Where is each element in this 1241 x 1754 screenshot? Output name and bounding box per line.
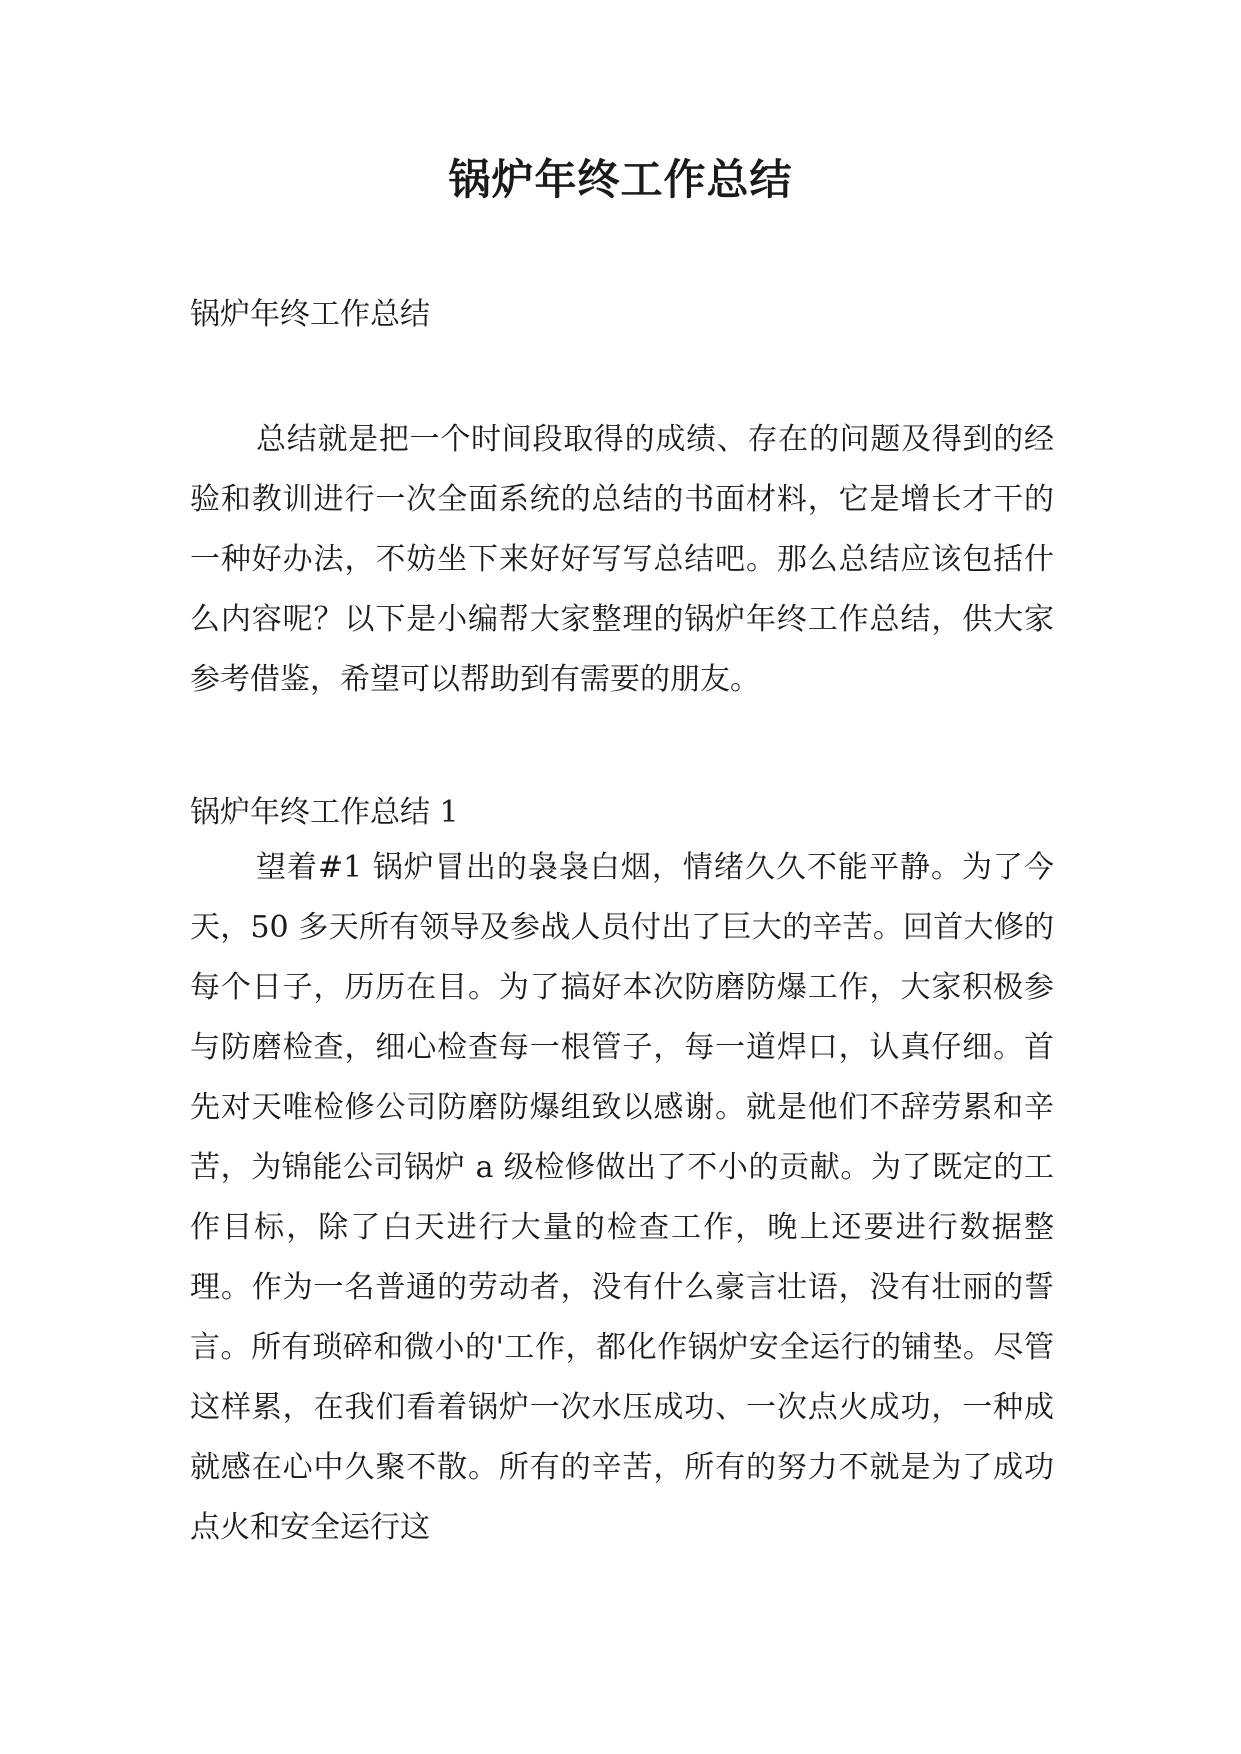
document-title: 锅炉年终工作总结	[448, 155, 793, 204]
intro-paragraph: 总结就是把一个时间段取得的成绩、存在的问题及得到的经验和教训进行一次全面系统的总结的书面材料，它是增长才干的一种好办法，不妨坐下来好好写写总结吧。那么总结应该包括什么内容呢？以下是小编帮大家整理的锅炉年终工作总结，供大家参考借鉴，希望可以帮助到有需要的朋友。	[190, 422, 1054, 697]
document-body	[190, 290, 1054, 1558]
section-body-paragraph: 望着#1 锅炉冒出的袅袅白烟，情绪久久不能平静。为了今天，50 多天所有领导及参战人员付出了巨大的辛苦。回首大修的每个日子，历历在目。为了搞好本次防磨防爆工作，大家积极参与防磨检查，细心检查每一根管子，每一道焊口，认真仔细。首先对天唯检修公司防磨防爆组致以感谢。就是他们不辞劳累和辛苦，为锦能公司锅炉 a 级检修做出了不小的贡献。为了既定的工作目标，除了白天进行大量的检查工作，晚上还要进行数据整理。作为一名普通的劳动者，没有什么豪言壮语，没有壮丽的誓言。所有琐碎和微小的'工作，都化作锅炉安全运行的铺垫。尽管这样累，在我们看着锅炉一次水压成功、一次点火成功，一种成就感在心中久聚不散。所有的辛苦，所有的努力不就是为了成功点火和安全运行这	[190, 850, 1054, 1545]
document-subtitle: 锅炉年终工作总结	[190, 297, 430, 332]
section-heading: 锅炉年终工作总结 1	[190, 795, 459, 830]
